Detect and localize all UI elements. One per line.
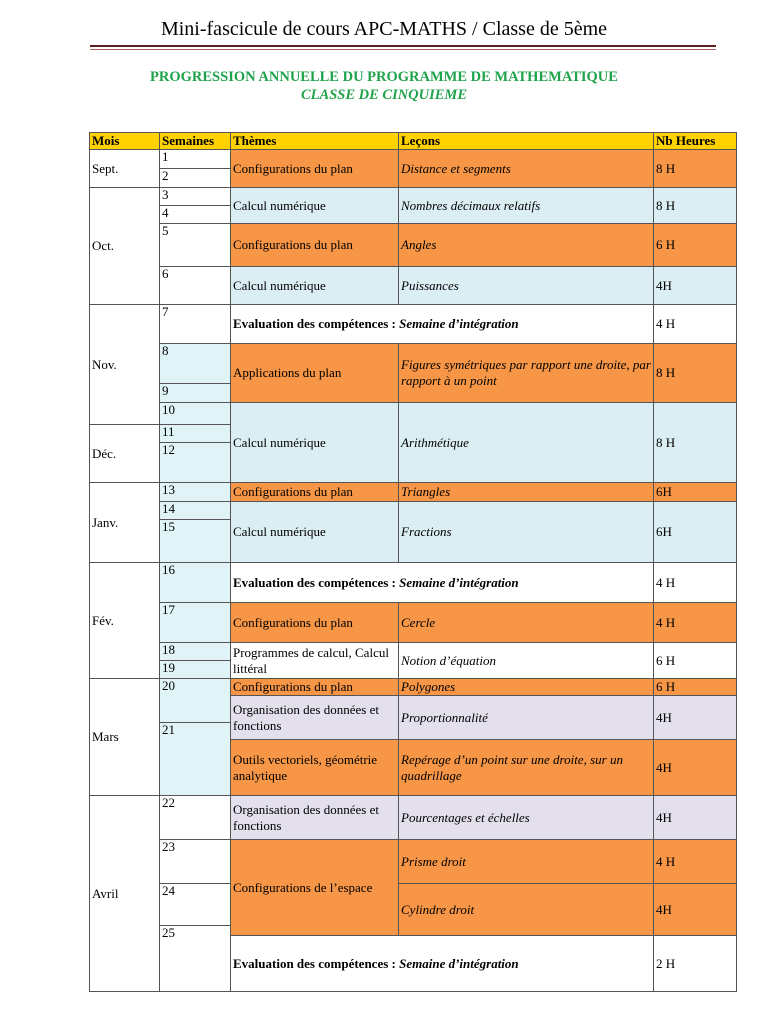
week-cell: 22 xyxy=(160,796,231,840)
heures-cell: 6 H xyxy=(654,224,737,267)
heures-cell: 4H xyxy=(654,696,737,740)
month-cell: Fév. xyxy=(90,563,160,679)
week-cell: 10 xyxy=(160,403,231,425)
heures-cell: 6 H xyxy=(654,679,737,696)
progression-title: PROGRESSION ANNUELLE DU PROGRAMME DE MATHEMATIQUE xyxy=(150,69,618,85)
week-cell: 12 xyxy=(160,443,231,483)
week-cell: 18 xyxy=(160,643,231,661)
lecon-cell: Pourcentages et échelles xyxy=(399,796,654,840)
month-cell: Avril xyxy=(90,796,160,992)
lecon-cell: Arithmétique xyxy=(399,403,654,483)
heures-cell: 2 H xyxy=(654,936,737,992)
theme-cell: Calcul numérique xyxy=(231,403,399,483)
month-cell: Déc. xyxy=(90,425,160,483)
week-cell: 16 xyxy=(160,563,231,603)
week-cell: 7 xyxy=(160,305,231,344)
week-cell: 17 xyxy=(160,603,231,643)
progression-table xyxy=(89,132,737,992)
theme-cell: Organisation des données et fonctions xyxy=(231,696,399,740)
header-mois: Mois xyxy=(90,133,160,150)
header-rule xyxy=(90,45,716,47)
heures-cell: 8 H xyxy=(654,403,737,483)
heures-cell: 4H xyxy=(654,740,737,796)
heures-cell: 8 H xyxy=(654,150,737,188)
week-cell: 23 xyxy=(160,840,231,884)
week-cell: 25 xyxy=(160,926,231,992)
lecon-cell: Angles xyxy=(399,224,654,267)
page-title: Mini-fascicule de cours APC-MATHS / Classe de 5ème xyxy=(160,18,608,40)
theme-cell: Organisation des données et fonctions xyxy=(231,796,399,840)
heures-cell: 4H xyxy=(654,884,737,936)
week-cell: 21 xyxy=(160,723,231,796)
eval-semaine: Semaine d’intégration xyxy=(399,955,519,971)
week-cell: 2 xyxy=(160,169,231,188)
lecon-cell: Prisme droit xyxy=(399,840,654,884)
eval-label: Evaluation des compétences : xyxy=(233,955,400,971)
lecon-cell: Nombres décimaux relatifs xyxy=(399,188,654,224)
theme-cell: Configurations du plan xyxy=(231,483,399,502)
evaluation-cell xyxy=(231,305,654,344)
heures-cell: 4 H xyxy=(654,563,737,603)
month-cell: Mars xyxy=(90,679,160,796)
lecon-cell: Cercle xyxy=(399,603,654,643)
theme-cell: Configurations du plan xyxy=(231,679,399,696)
heures-cell: 4 H xyxy=(654,305,737,344)
month-cell: Sept. xyxy=(90,150,160,188)
eval-semaine: Semaine d’intégration xyxy=(399,316,519,331)
lecon-cell: Puissances xyxy=(399,267,654,305)
heures-cell: 8 H xyxy=(654,344,737,403)
week-cell: 5 xyxy=(160,224,231,267)
eval-semaine: Semaine d’intégration xyxy=(399,574,519,590)
month-cell: Oct. xyxy=(90,188,160,305)
week-cell: 20 xyxy=(160,679,231,723)
eval-label: Evaluation des compétences : xyxy=(233,316,400,331)
progression-heading xyxy=(0,68,768,104)
lecon-cell: Repérage d’un point sur une droite, sur un quadrillage xyxy=(399,740,654,796)
week-cell: 4 xyxy=(160,206,231,224)
lecon-cell: Figures symétriques par rapport une droite, par rapport à un point xyxy=(399,344,654,403)
month-cell: Janv. xyxy=(90,483,160,563)
theme-cell: Outils vectoriels, géométrie analytique xyxy=(231,740,399,796)
heures-cell: 4 H xyxy=(654,840,737,884)
header-lecons: Leçons xyxy=(399,133,654,150)
week-cell: 14 xyxy=(160,502,231,520)
theme-cell: Configurations du plan xyxy=(231,150,399,188)
heures-cell: 6H xyxy=(654,502,737,563)
heures-cell: 8 H xyxy=(654,188,737,224)
week-cell: 15 xyxy=(160,520,231,563)
theme-cell: Calcul numérique xyxy=(231,502,399,563)
week-cell: 8 xyxy=(160,344,231,384)
evaluation-cell xyxy=(231,563,654,603)
eval-label: Evaluation des compétences : xyxy=(233,574,400,590)
evaluation-cell xyxy=(231,936,654,992)
progression-subtitle: CLASSE DE CINQUIEME xyxy=(301,87,467,103)
week-cell: 11 xyxy=(160,425,231,443)
heures-cell: 4H xyxy=(654,267,737,305)
heures-cell: 6H xyxy=(654,483,737,502)
week-cell: 13 xyxy=(160,483,231,502)
header-themes: Thèmes xyxy=(231,133,399,150)
week-cell: 3 xyxy=(160,188,231,206)
theme-cell: Configurations du plan xyxy=(231,603,399,643)
lecon-cell: Proportionnalité xyxy=(399,696,654,740)
heures-cell: 4 H xyxy=(654,603,737,643)
lecon-cell: Fractions xyxy=(399,502,654,563)
table-header-row xyxy=(90,133,737,150)
month-cell: Nov. xyxy=(90,305,160,425)
week-cell: 1 xyxy=(160,150,231,169)
lecon-cell: Notion d’équation xyxy=(399,643,654,679)
theme-cell: Applications du plan xyxy=(231,344,399,403)
week-cell: 24 xyxy=(160,884,231,926)
week-cell: 19 xyxy=(160,661,231,679)
lecon-cell: Polygones xyxy=(399,679,654,696)
lecon-cell: Cylindre droit xyxy=(399,884,654,936)
heures-cell: 4H xyxy=(654,796,737,840)
week-cell: 6 xyxy=(160,267,231,305)
lecon-cell: Triangles xyxy=(399,483,654,502)
theme-cell: Configurations du plan xyxy=(231,224,399,267)
theme-cell: Calcul numérique xyxy=(231,188,399,224)
theme-cell: Calcul numérique xyxy=(231,267,399,305)
theme-cell: Programmes de calcul, Calcul littéral xyxy=(231,643,399,679)
header-heures: Nb Heures xyxy=(654,133,737,150)
heures-cell: 6 H xyxy=(654,643,737,679)
header-semaines: Semaines xyxy=(160,133,231,150)
theme-cell: Configurations de l’espace xyxy=(231,840,399,936)
header-rule-thin xyxy=(90,49,716,50)
lecon-cell: Distance et segments xyxy=(399,150,654,188)
week-cell: 9 xyxy=(160,384,231,403)
